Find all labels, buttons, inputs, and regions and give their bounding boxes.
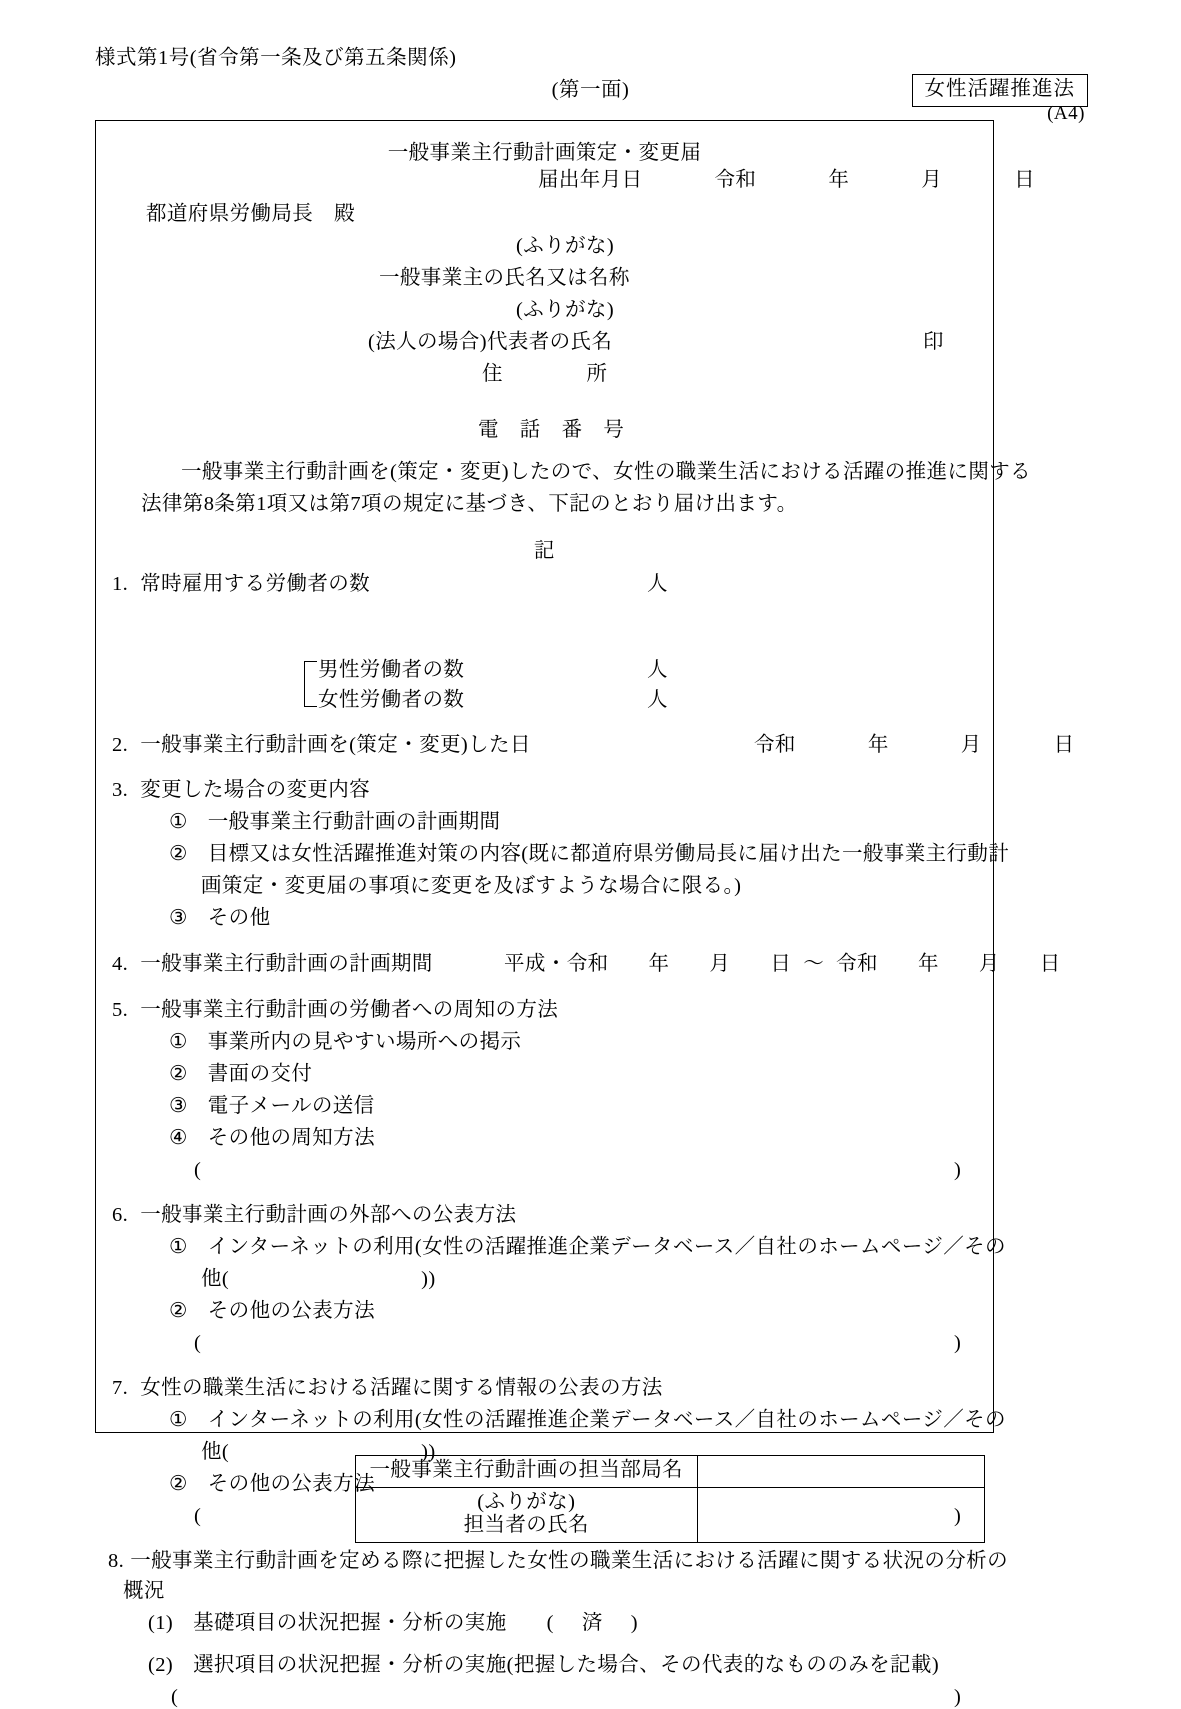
preamble-line-2: 法律第8条第1項又は第7項の規定に基づき、下記のとおり届け出ます。 — [141, 493, 798, 515]
item-2-row — [112, 734, 531, 757]
item-1-sub-0-label: 男性労働者の数 — [318, 659, 465, 681]
face-label: (第一面) — [551, 79, 630, 101]
item-6-row — [112, 1204, 516, 1227]
item-3-row — [112, 779, 370, 802]
item-3-sub-1 — [169, 843, 1009, 866]
contact-person-value[interactable] — [697, 1487, 984, 1542]
item-6-sub-1-text: インターネットの利用(女性の活躍推進企業データベース／自社のホームページ／その — [207, 1236, 1006, 1258]
table-row — [356, 1487, 985, 1542]
item-7-sub-2-text: その他の公表方法 — [207, 1473, 375, 1495]
item-4-label: 一般事業主行動計画の計画期間 — [140, 953, 433, 975]
item-1-sub-1-unit: 人 — [647, 689, 668, 711]
contact-person-name-label: 担当者の氏名 — [463, 1513, 589, 1536]
item-5-sub-2-marker: ③ — [169, 1095, 188, 1117]
item-6-sub-2-marker: ② — [169, 1300, 188, 1322]
submission-date-year-unit: 年 — [828, 169, 850, 191]
item-3-label: 変更した場合の変更内容 — [140, 779, 371, 801]
item-4-number: 4. — [112, 953, 129, 975]
phone-label: 電 話 番 号 — [478, 419, 625, 441]
law-name-box: 女性活躍推進法 — [912, 74, 1089, 107]
paper-size-label: (A4) — [1047, 103, 1085, 124]
item-7-sub-1-prefix[interactable]: 他( — [201, 1441, 230, 1463]
item-7-label: 女性の職業生活における活躍に関する情報の公表の方法 — [140, 1377, 663, 1399]
item-5-sub-2-text: 電子メールの送信 — [207, 1095, 375, 1117]
item-6-sub-1-prefix[interactable]: 他( — [201, 1268, 230, 1290]
contact-department-label: 一般事業主行動計画の担当部局名 — [356, 1456, 698, 1488]
item-6-label: 一般事業主行動計画の外部への公表方法 — [140, 1204, 517, 1226]
item-5-sub-3-text: その他の周知方法 — [207, 1127, 375, 1149]
item-8-number: 8. — [108, 1550, 125, 1572]
item-5-sub-1-text: 書面の交付 — [207, 1063, 313, 1085]
preamble-line-1-text: 一般事業主行動計画を(策定・変更)したので、女性の職業生活における活躍の推進に関する — [181, 461, 1032, 483]
item-4-day-unit-end: 日 — [1039, 953, 1061, 975]
item-3-sub-2-text: その他 — [207, 907, 271, 929]
item-8-label-line-2: 概況 — [123, 1580, 165, 1602]
item-4-era-start: 平成・令和 — [504, 953, 609, 975]
item-5-label: 一般事業主行動計画の労働者への周知の方法 — [140, 999, 559, 1021]
item-2-month-unit: 月 — [960, 734, 982, 756]
item-6-sub-2 — [169, 1300, 375, 1323]
seal-mark: 印 — [923, 331, 944, 353]
item-7-blank-close: ) — [954, 1505, 962, 1527]
item-1-row — [112, 573, 370, 596]
table-row — [356, 1456, 985, 1488]
item-5-sub-3-marker: ④ — [169, 1127, 188, 1149]
submission-date-label: 届出年月日 — [538, 169, 643, 191]
item-2-year-unit: 年 — [867, 734, 889, 756]
item-4-era-end: 令和 — [836, 953, 878, 975]
item-7-sub-1 — [169, 1409, 1006, 1432]
item-7-sub-1-marker: ① — [169, 1409, 188, 1431]
item-5-blank-close: ) — [954, 1159, 962, 1181]
item-2-number: 2. — [112, 734, 129, 756]
item-5-sub-2 — [169, 1095, 375, 1118]
item-1-sub-1-label: 女性労働者の数 — [318, 689, 465, 711]
item-7-sub-2 — [169, 1473, 375, 1496]
submission-date-month-unit: 月 — [921, 169, 943, 191]
item-8-sub-2-text: 選択項目の状況把握・分析の実施(把握した場合、その代表的なもののみを記載) — [193, 1654, 940, 1676]
item-5-sub-1 — [169, 1063, 312, 1086]
item-3-sub-1-text-cont: 画策定・変更届の事項に変更を及ぼすような場合に限る。) — [201, 875, 742, 897]
preamble-line-1 — [141, 461, 1031, 484]
item-5-number: 5. — [112, 999, 129, 1021]
item-3-sub-0-text: 一般事業主行動計画の計画期間 — [207, 811, 501, 833]
furigana-label-1: (ふりがな) — [516, 235, 615, 257]
item-8-sub-1-check-text[interactable]: 済 — [581, 1612, 603, 1634]
item-5-sub-0-text: 事業所内の見やすい場所への掲示 — [207, 1031, 522, 1053]
item-5-row — [112, 999, 558, 1022]
addressee-label: 都道府県労働局長 殿 — [146, 203, 355, 225]
item-1-label: 常時雇用する労働者の数 — [140, 573, 371, 595]
contact-department-value[interactable] — [697, 1456, 984, 1488]
item-2-date-row — [754, 734, 1075, 757]
item-4-month-unit-start: 月 — [709, 953, 731, 975]
item-2-label: 一般事業主行動計画を(策定・変更)した日 — [140, 734, 531, 756]
item-3-sub-2-marker: ③ — [169, 907, 188, 929]
item-7-sub-1-text: インターネットの利用(女性の活躍推進企業データベース／自社のホームページ／その — [207, 1409, 1006, 1431]
item-6-sub-1-suffix: )) — [421, 1268, 436, 1290]
item-8-sub-1-check-close: ) — [630, 1612, 638, 1634]
item-6-sub-1-cont — [201, 1268, 436, 1291]
item-1-number: 1. — [112, 573, 129, 595]
item-6-blank-close: ) — [954, 1332, 962, 1354]
item-6-sub-2-text: その他の公表方法 — [207, 1300, 375, 1322]
item-2-day-unit: 日 — [1053, 734, 1075, 756]
item-8-sub-1-check-open: ( — [546, 1612, 554, 1634]
item-7-blank-open[interactable]: ( — [194, 1505, 202, 1527]
item-8-row — [108, 1550, 1008, 1573]
item-8-sub-1-marker: (1) — [148, 1612, 174, 1634]
kiji-label: 記 — [534, 540, 555, 562]
item-4-year-unit-end: 年 — [917, 953, 939, 975]
item-8-blank-close: ) — [954, 1686, 962, 1708]
address-label: 住 所 — [482, 363, 608, 385]
item-7-sub-2-marker: ② — [169, 1473, 188, 1495]
item-4-month-unit-end: 月 — [978, 953, 1000, 975]
item-5-sub-3 — [169, 1127, 375, 1150]
item-6-blank-open[interactable]: ( — [194, 1332, 202, 1354]
item-3-sub-1-marker: ② — [169, 843, 188, 865]
item-2-era: 令和 — [754, 734, 796, 756]
item-4-row — [112, 953, 433, 976]
item-8-blank-open[interactable]: ( — [171, 1686, 179, 1708]
representative-name-label: (法人の場合)代表者の氏名 — [368, 331, 613, 353]
item-4-tilde: ～ — [803, 953, 825, 975]
furigana-label-2: (ふりがな) — [516, 299, 615, 321]
contact-person-furigana: (ふりがな) — [477, 1490, 576, 1513]
item-7-row — [112, 1377, 663, 1400]
item-3-sub-2 — [169, 907, 270, 930]
item-6-sub-1-marker: ① — [169, 1236, 188, 1258]
item-1-sub-0-unit: 人 — [647, 659, 668, 681]
item-3-number: 3. — [112, 779, 129, 801]
item-7-sub-1-suffix: )) — [421, 1441, 436, 1463]
submission-date-day-unit: 日 — [1014, 169, 1036, 191]
item-3-sub-0-marker: ① — [169, 811, 188, 833]
form-code-label: 様式第1号(省令第一条及び第五条関係) — [95, 47, 457, 69]
item-8-sub-1-text: 基礎項目の状況把握・分析の実施 — [193, 1612, 507, 1634]
item-5-sub-0-marker: ① — [169, 1031, 188, 1053]
submission-date-row — [538, 169, 1035, 192]
contact-table — [355, 1455, 985, 1543]
item-1-sub-brace — [304, 661, 317, 707]
item-3-sub-1-text: 目標又は女性活躍推進対策の内容(既に都道府県労働局長に届け出た一般事業主行動計 — [207, 843, 1010, 865]
item-4-year-unit-start: 年 — [648, 953, 670, 975]
item-3-sub-0 — [169, 811, 500, 834]
item-6-sub-1 — [169, 1236, 1006, 1259]
applicant-name-label: 一般事業主の氏名又は名称 — [379, 267, 630, 289]
submission-date-era: 令和 — [714, 169, 757, 191]
item-8-label-line-1: 一般事業主行動計画を定める際に把握した女性の職業生活における活躍に関する状況の分析の — [130, 1550, 1008, 1572]
item-5-sub-1-marker: ② — [169, 1063, 188, 1085]
form-title: 一般事業主行動計画策定・変更届 — [387, 142, 702, 164]
item-4-period-row — [504, 953, 1061, 976]
item-5-blank-open[interactable]: ( — [194, 1159, 202, 1181]
contact-person-label — [356, 1487, 698, 1542]
item-5-sub-0 — [169, 1031, 521, 1054]
item-8-sub-2 — [148, 1654, 939, 1677]
item-7-number: 7. — [112, 1377, 129, 1399]
item-6-number: 6. — [112, 1204, 129, 1226]
item-8-sub-2-marker: (2) — [148, 1654, 174, 1676]
item-4-day-unit-start: 日 — [770, 953, 792, 975]
item-8-sub-1 — [148, 1612, 638, 1635]
item-1-unit: 人 — [647, 573, 668, 595]
